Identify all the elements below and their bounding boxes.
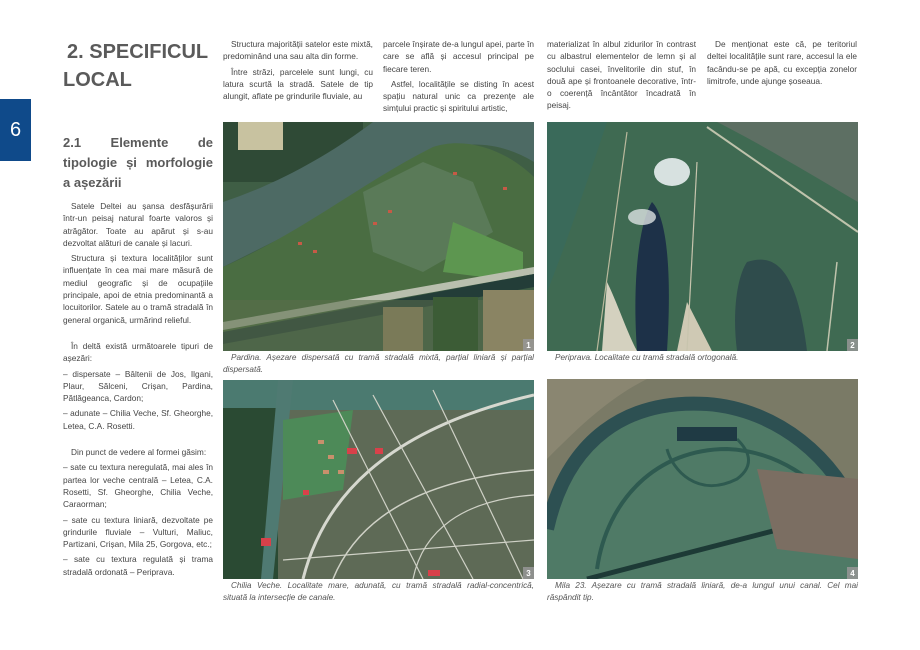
list-item: – sate cu textura neregulată, mai ales în partea lor veche centrală – Letea, C.A. Rosetti, Sf. Gheorghe, Chilia Veche, Caraorman; — [63, 462, 213, 510]
top-column-1 — [223, 38, 373, 105]
satellite-image-periprava — [547, 122, 858, 351]
paragraph: De menționat este că, pe teritoriul deltei localitățile sunt rare, accesul la ele facându-se pe apă, cu excepția zonelor limitrofe, unde ajunge șoseaua. — [707, 39, 857, 86]
list-item: – sate cu textura liniară, dezvoltate pe grindurile fluviale – Vulturi, Maliuc, Partizani, Crișan, Mila 25, Gorgova, etc.; — [63, 514, 213, 550]
section-title — [63, 38, 213, 94]
figure-number: 1 — [523, 339, 534, 351]
list-item: – dispersate – Bâltenii de Jos, Ilgani, Plaur, Sălceni, Crișan, Pardina, Pătlăgeanca, Cardon; — [63, 368, 213, 404]
subsection-title: 2.1 Elemente de tipologie și morfologie a așezării — [63, 135, 213, 190]
top-column-2 — [383, 38, 534, 118]
paragraph: Satele Deltei au șansa desfășurării într-un peisaj natural foarte valoros și atrăgător. Toate au apărut și s-au dezvoltat alături de canale și lacuri. — [63, 201, 213, 248]
satellite-image-pardina — [223, 122, 534, 351]
figure-number: 4 — [847, 567, 858, 579]
paragraph: parcele înșirate de-a lungul apei, parte în care se află și accesul principal pe fiecare teren. — [383, 39, 534, 74]
list-item: – adunate – Chilia Veche, Sf. Gheorghe, Letea, C.A. Rosetti. — [63, 408, 213, 431]
paragraph: Între străzi, parcelele sunt lungi, cu latura scurtă la stradă. Satele de tip alungit, aflate pe grindurile fluviale, au — [223, 66, 373, 102]
satellite-image-chilia-veche — [223, 380, 534, 579]
paragraph: Structura și textura localităților sunt influențate în cea mai mare măsură de mediul geografic și de ocupațiile principale, apoi de etnia predominantă a locuitorilor. Satele au o tramă stradală în general organică, urmărind relieful. — [63, 253, 213, 325]
top-column-4 — [707, 38, 857, 90]
figure-caption-2: Periprava. Localitate cu tramă stradală ortogonală. — [555, 353, 739, 362]
left-column-text — [63, 200, 213, 581]
figure-number: 2 — [847, 339, 858, 351]
paragraph: Din punct de vedere al formei găsim: — [71, 447, 207, 458]
paragraph: Astfel, localitățile se disting în acest spațiu natural unic ca prezențe ale simțului practic și spiritului artistic, — [383, 78, 534, 114]
page-number-tab — [0, 99, 31, 161]
section-title-line2: LOCAL — [63, 69, 132, 91]
list-item: – sate cu textura regulată și trama stradală ordonată – Periprava. — [63, 554, 213, 577]
paragraph: Structura majorității satelor este mixtă, predominând una sau alta din forme. — [223, 39, 373, 62]
paragraph: materializat în albul zidurilor în contrast cu albastrul elementelor de lemn și al soclului casei, învelitorile din stuf, în două ape și frontoanele decorative, într-o coerență încântător încadrată în peisaj. — [547, 39, 696, 111]
satellite-image-mila-23 — [547, 379, 858, 579]
figure-caption-1: Pardina. Așezare dispersată cu tramă stradală mixtă, parțial liniară și parțial dispersată. — [223, 353, 534, 374]
figure-caption-4: Mila 23. Așezare cu tramă stradală liniară, de-a lungul unui canal. Cel mai răspândit tip. — [547, 581, 858, 602]
top-column-3 — [547, 38, 696, 115]
figure-number: 3 — [523, 567, 534, 579]
figure-caption-3: Chilia Veche. Localitate mare, adunată, cu tramă stradală radial-concentrică, situată la intersecție de canale. — [223, 581, 534, 602]
paragraph: În deltă există următoarele tipuri de așezări: — [63, 340, 213, 364]
section-title-line1: 2. SPECIFICUL — [67, 41, 209, 63]
page-number: 6 — [9, 118, 22, 141]
